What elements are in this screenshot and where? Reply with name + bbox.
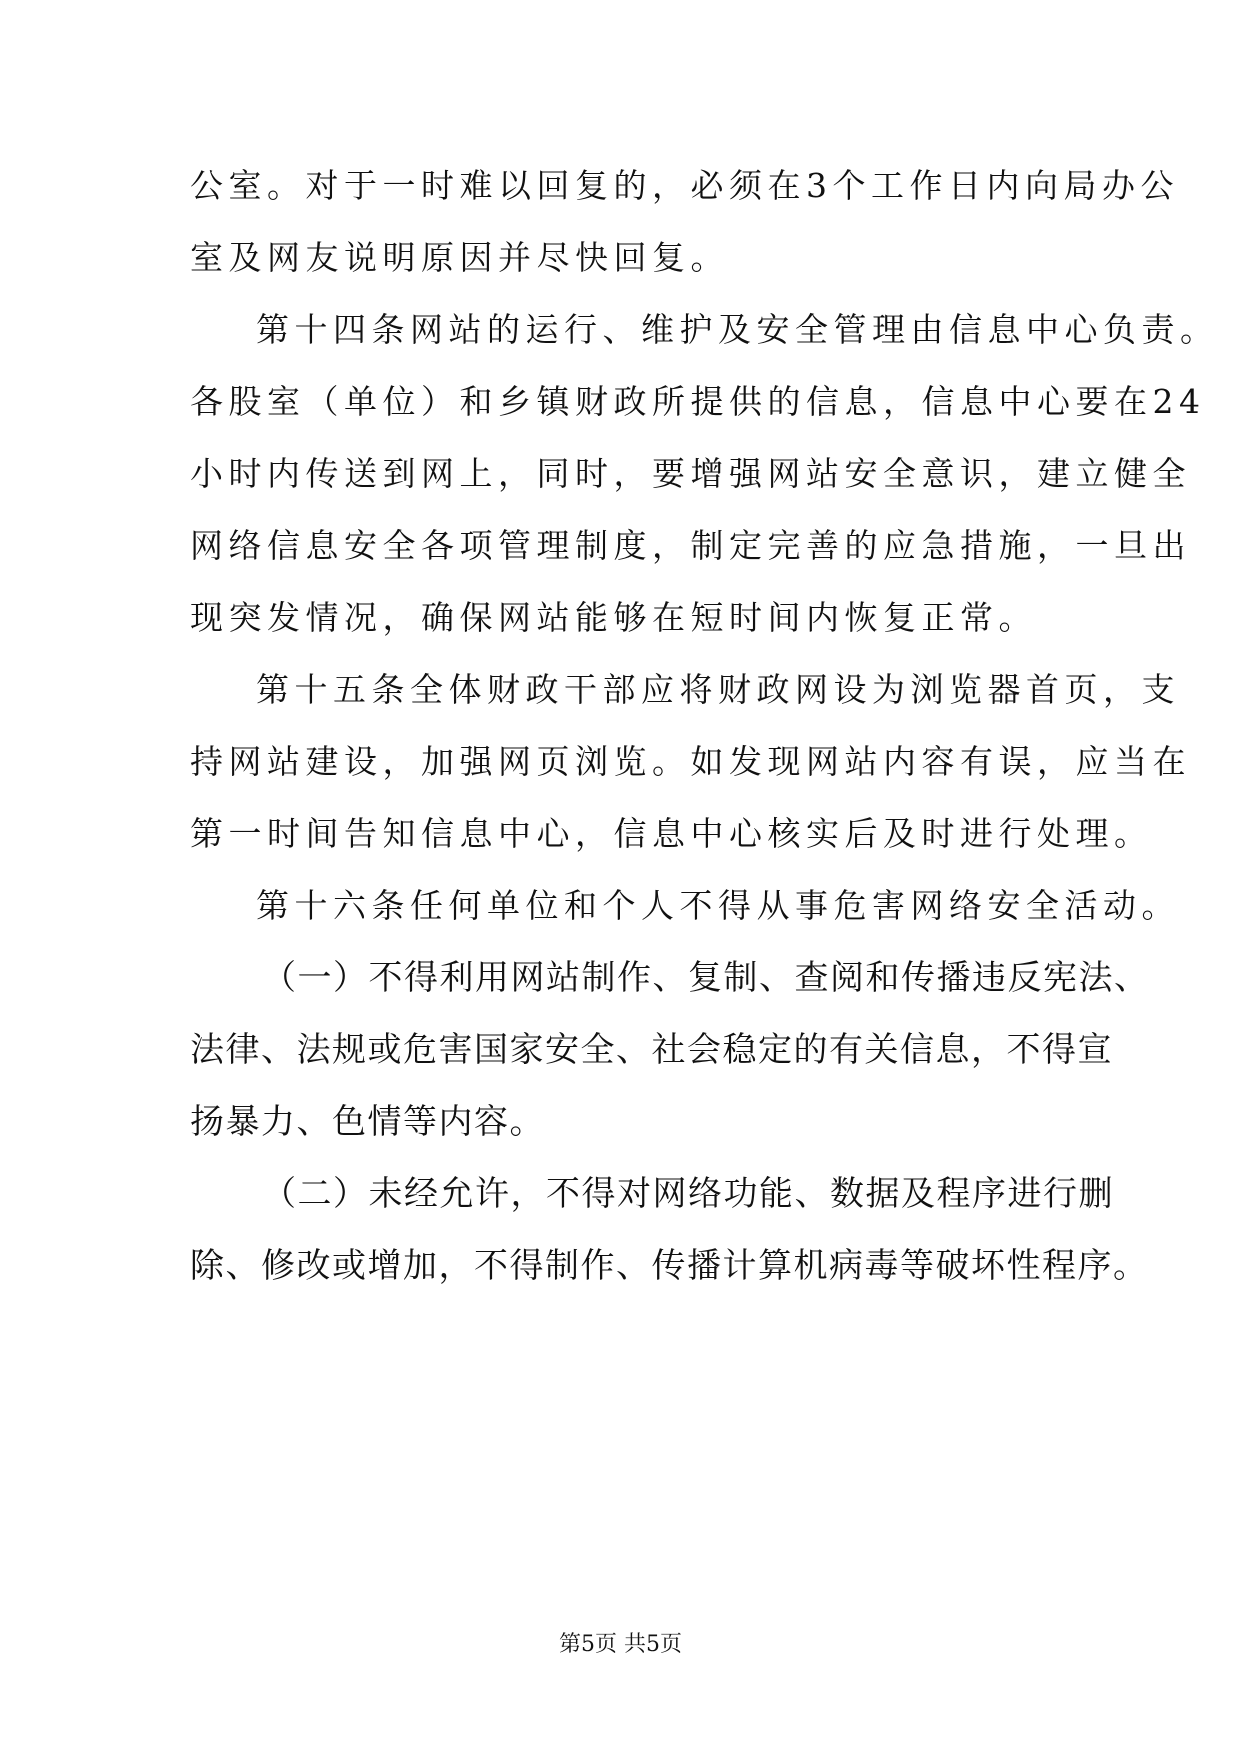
page-footer: 第5页 共5页 — [559, 1632, 682, 1657]
paragraph-line: 第一时间告知信息中心，信息中心核实后及时进行处理。 — [190, 814, 1153, 853]
paragraph-line: 公室。对于一时难以回复的，必须在3个工作日内向局办公 — [190, 166, 1179, 205]
paragraph-line: 各股室（单位）和乡镇财政所提供的信息，信息中心要在24 — [190, 382, 1206, 421]
paragraph-line: 现突发情况，确保网站能够在短时间内恢复正常。 — [190, 598, 1037, 637]
article-14-heading-line: 第十四条网站的运行、维护及安全管理由信息中心负责。 — [256, 310, 1219, 349]
paragraph-line: 室及网友说明原因并尽快回复。 — [190, 238, 729, 277]
paragraph-line: 持网站建设，加强网页浏览。如发现网站内容有误，应当在 — [190, 742, 1191, 781]
paragraph-line: 扬暴力、色情等内容。 — [190, 1102, 545, 1142]
paragraph-line: 法律、法规或危害国家安全、社会稳定的有关信息，不得宣 — [190, 1030, 1113, 1070]
article-16-heading-line: 第十六条任何单位和个人不得从事危害网络安全活动。 — [256, 886, 1180, 925]
item-2-line: （二）未经允许，不得对网络功能、数据及程序进行删 — [262, 1174, 1114, 1214]
item-1-line: （一）不得利用网站制作、复制、查阅和传播违反宪法、 — [262, 958, 1150, 998]
paragraph-line: 除、修改或增加，不得制作、传播计算机病毒等破坏性程序。 — [190, 1246, 1149, 1286]
paragraph-line: 网络信息安全各项管理制度，制定完善的应急措施，一旦出 — [190, 526, 1191, 565]
article-15-heading-line: 第十五条全体财政干部应将财政网设为浏览器首页，支 — [256, 670, 1180, 709]
paragraph-line: 小时内传送到网上，同时，要增强网站安全意识，建立健全 — [190, 454, 1191, 493]
